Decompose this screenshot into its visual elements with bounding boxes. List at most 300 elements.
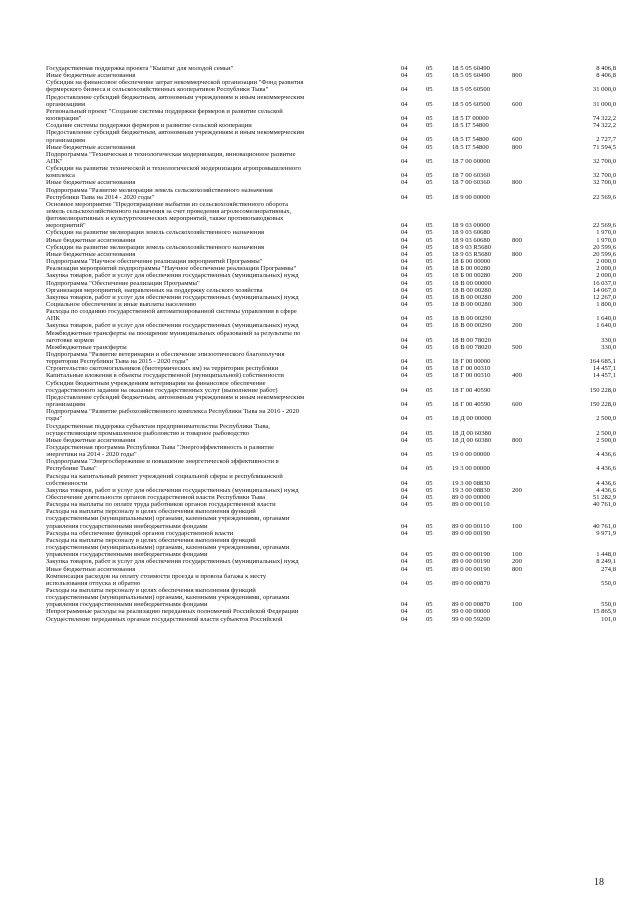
row-target-article: 18 5 I7 00000: [452, 115, 489, 123]
row-name: Расходы на выплаты персоналу в целях обеспечения выполнения функций государственными (муниципальными) органами, казенными учреждениями, органами управления государственными внебюджетными фондами: [46, 586, 290, 609]
row-name: Расходы на выплаты персоналу в целях обеспечения выполнения функций государственными (муниципальными) органами, казенными учреждениями, органами управления государственными внебюджетными фондами: [46, 536, 290, 559]
row-expense-type: 800: [512, 436, 522, 444]
row-subsection-code: 05: [426, 86, 433, 94]
row-section-code: 04: [401, 72, 408, 80]
table-row: [0, 308, 640, 322]
row-subsection-code: 05: [426, 565, 433, 573]
table-row: [0, 330, 640, 344]
row-target-article: 99 0 00 59200: [452, 615, 490, 623]
row-target-article: 18 Б 00 00280: [452, 272, 491, 280]
row-target-article: 89 0 00 00190: [452, 529, 490, 537]
row-name: Социальное обеспечение и иные выплаты населению: [46, 300, 197, 308]
row-subsection-code: 05: [426, 343, 433, 351]
row-target-article: 89 0 00 00000: [452, 494, 490, 501]
row-target-article: 19 3 00 00000: [452, 465, 490, 473]
table-row: [0, 408, 640, 422]
row-amount: 550,0: [601, 601, 616, 609]
row-section-code: 04: [401, 601, 408, 609]
row-section-code: 04: [401, 265, 408, 273]
row-subsection-code: 05: [426, 372, 433, 380]
row-name: Региональный проект "Создание системы поддержки фермеров и развитие сельской кооперации": [46, 107, 283, 123]
table-row: [0, 122, 640, 129]
row-amount: 9 971,9: [596, 529, 616, 537]
row-section-code: 04: [401, 236, 408, 244]
row-section-code: 04: [401, 358, 408, 366]
row-section-code: 04: [401, 136, 408, 144]
row-name: Подпрограмма "Научное обеспечение реализации мероприятий Программы": [46, 258, 263, 266]
row-section-code: 04: [401, 415, 408, 423]
row-subsection-code: 05: [426, 65, 433, 72]
row-subsection-code: 05: [426, 179, 433, 187]
table-row: [0, 458, 640, 472]
row-name: Субсидии на финансовое обеспечение затрат некоммерческой организации "Фонд развития фермерского бизнеса и сельскохозяйственных кооперативов Республики Тыва": [46, 79, 304, 94]
row-subsection-code: 05: [426, 229, 433, 237]
row-expense-type: 200: [512, 322, 522, 330]
row-section-code: 04: [401, 222, 408, 230]
row-target-article: 19 0 00 00000: [452, 451, 490, 459]
row-amount: 31 000,0: [592, 100, 616, 108]
row-amount: 8 406,8: [596, 72, 616, 80]
row-section-code: 04: [401, 343, 408, 351]
row-amount: 22 569,6: [592, 222, 616, 230]
table-row: [0, 79, 640, 93]
row-subsection-code: 05: [426, 529, 433, 537]
row-amount: 2 000,0: [596, 265, 616, 273]
row-subsection-code: 05: [426, 551, 433, 559]
row-subsection-code: 05: [426, 100, 433, 108]
row-name: Закупка товаров, работ и услуг для обеспечения государственных (муниципальных) нужд: [46, 486, 299, 494]
row-name: Обеспечение деятельности органов государственной власти Республики Тыва: [46, 494, 266, 501]
row-target-article: 18 В 00 00280: [452, 300, 492, 308]
row-name: Межбюджетные трансферты на поощрение муниципальных образований за результаты по заготовке кормов: [46, 329, 301, 344]
row-subsection-code: 05: [426, 615, 433, 623]
row-expense-type: 100: [512, 522, 522, 530]
row-target-article: 18 В 00 00000: [452, 279, 492, 287]
row-target-article: 18 Д 00 60380: [452, 436, 492, 444]
row-name: Создание системы поддержки фермеров и развитие сельской кооперации: [46, 122, 252, 130]
row-section-code: 04: [401, 193, 408, 201]
row-name: Расходы на выплаты персоналу в целях обеспечения выполнения функций государственными (муниципальными) органами, казенными учреждениями, органами управления государственными внебюджетными фондами: [46, 508, 290, 530]
row-target-article: 18 В 00 78020: [452, 343, 492, 351]
table-row: [0, 494, 640, 501]
table-row: [0, 530, 640, 537]
row-target-article: 18 7 00 60360: [452, 179, 490, 187]
row-amount: 550,0: [601, 579, 616, 587]
row-section-code: 04: [401, 465, 408, 473]
row-name: Иные бюджетные ассигнования: [46, 179, 136, 187]
row-name: Межбюджетные трансферты: [46, 343, 127, 351]
row-amount: 74 322,2: [592, 122, 616, 130]
row-amount: 150 228,0: [589, 386, 616, 394]
row-target-article: 19 3 00 08830: [452, 486, 490, 494]
row-name: Субсидии на развитие мелиорации земель сельскохозяйственного назначения: [46, 229, 265, 237]
row-section-code: 04: [401, 100, 408, 108]
row-subsection-code: 05: [426, 401, 433, 409]
row-target-article: 18 9 03 R5680: [452, 243, 492, 251]
table-row: [0, 144, 640, 151]
row-section-code: 04: [401, 565, 408, 573]
row-amount: 32 700,0: [592, 157, 616, 165]
row-amount: 8 406,8: [596, 65, 616, 72]
row-expense-type: 100: [512, 551, 522, 559]
row-name: Подпрограмма "Развитие мелиорации земель сельскохозяйственного назначения Республики Тыва на 2014 - 2020 годы": [46, 186, 273, 201]
row-section-code: 04: [401, 229, 408, 237]
row-subsection-code: 05: [426, 72, 433, 80]
row-section-code: 04: [401, 250, 408, 258]
row-name: Строительство скотомогильников (биотермических ям) на территории республики: [46, 365, 279, 373]
row-subsection-code: 05: [426, 608, 433, 616]
row-amount: 12 267,0: [592, 293, 616, 301]
row-section-code: 04: [401, 272, 408, 280]
table-row: [0, 251, 640, 258]
row-target-article: 18 В 00 00290: [452, 315, 492, 323]
row-subsection-code: 05: [426, 522, 433, 530]
row-section-code: 04: [401, 372, 408, 380]
row-name: Реализация мероприятий подпрограммы "Научное обеспечение реализации Программы": [46, 265, 297, 273]
row-amount: 32 700,0: [592, 172, 616, 180]
row-target-article: 18 В 00 00280: [452, 293, 492, 301]
row-name: Капитальные вложения в объекты государственной (муниципальной) собственности: [46, 372, 284, 380]
row-name: Государственная поддержка проекта "Кыштаг для молодой семьи": [46, 65, 234, 72]
table-row: [0, 616, 640, 623]
row-name: Основное мероприятие "Предотвращение выбытия из сельскохозяйственного оборота земель сельскохозяйственного назначения за счет проведения агролесомелиоративных, фитомелиоративных и культуртехнических мероприятий, также противопаводковых мероприятий": [46, 200, 292, 230]
row-name: Расходы на капитальный ремонт учреждений социальной сферы и республиканской собственности: [46, 472, 283, 487]
row-amount: 150 228,0: [589, 401, 616, 409]
row-section-code: 04: [401, 551, 408, 559]
row-section-code: 04: [401, 615, 408, 623]
row-name: Предоставление субсидий бюджетным, автономным учреждениям и иным некоммерческим организациям: [46, 93, 305, 108]
row-subsection-code: 05: [426, 300, 433, 308]
row-section-code: 04: [401, 157, 408, 165]
row-amount: 20 599,6: [592, 243, 616, 251]
row-expense-type: 600: [512, 401, 522, 409]
row-subsection-code: 05: [426, 193, 433, 201]
row-subsection-code: 05: [426, 222, 433, 230]
row-name: Расходы по созданию государственной автоматизированной системы управления в сфере АПК: [46, 308, 297, 323]
row-amount: 1 800,0: [596, 300, 616, 308]
row-target-article: 18 5 05 60500: [452, 100, 490, 108]
row-target-article: 89 0 00 00190: [452, 565, 490, 573]
table-row: [0, 272, 640, 279]
table-row: [0, 444, 640, 458]
row-name: Иные бюджетные ассигнования: [46, 436, 136, 444]
row-subsection-code: 05: [426, 465, 433, 473]
table-row: [0, 151, 640, 165]
row-amount: 20 599,6: [592, 250, 616, 258]
row-name: Подпрограмма "Техническая и технологическая модернизация, инновационное развитие АПК": [46, 150, 296, 165]
row-section-code: 04: [401, 494, 408, 501]
table-row: [0, 537, 640, 558]
row-amount: 274,8: [601, 565, 616, 573]
row-name: Организация мероприятий, направленных на поддержку сельского хозяйства: [46, 286, 263, 294]
row-subsection-code: 05: [426, 279, 433, 287]
row-subsection-code: 05: [426, 494, 433, 501]
row-section-code: 04: [401, 172, 408, 180]
row-section-code: 04: [401, 322, 408, 330]
table-row: [0, 65, 640, 72]
row-target-article: 18 9 03 00000: [452, 222, 490, 230]
table-row: [0, 129, 640, 143]
row-target-article: 18 5 I7 54800: [452, 122, 489, 130]
row-name: Расходы на обеспечение функций органов государственной власти: [46, 529, 234, 537]
row-expense-type: 400: [512, 372, 522, 380]
row-section-code: 04: [401, 65, 408, 72]
table-row: [0, 487, 640, 494]
row-subsection-code: 05: [426, 315, 433, 323]
row-name: Иные бюджетные ассигнования: [46, 236, 136, 244]
row-subsection-code: 05: [426, 136, 433, 144]
row-target-article: 89 0 00 00870: [452, 601, 490, 609]
row-target-article: 18 5 I7 54800: [452, 143, 489, 151]
row-name: Закупка товаров, работ и услуг для обеспечения государственных (муниципальных) нужд: [46, 272, 299, 280]
row-name: Субсидии бюджетным учреждениям ветеринарии на финансовое обеспечение государственного задания на оказание государственных услуг (выполнение работ): [46, 379, 278, 394]
table-row: [0, 501, 640, 508]
row-subsection-code: 05: [426, 258, 433, 266]
row-amount: 2 500,0: [596, 415, 616, 423]
row-amount: 8 249,1: [596, 558, 616, 566]
row-name: Субсидии на развитие мелиорации земель сельскохозяйственного назначения: [46, 243, 265, 251]
table-row: [0, 351, 640, 365]
row-subsection-code: 05: [426, 265, 433, 273]
row-target-article: 18 9 03 R5680: [452, 250, 492, 258]
row-section-code: 04: [401, 143, 408, 151]
row-target-article: 18 В 00 78020: [452, 336, 492, 344]
row-section-code: 04: [401, 122, 408, 130]
row-target-article: 18 Д 00 00000: [452, 415, 492, 423]
row-expense-type: 200: [512, 272, 522, 280]
row-expense-type: 600: [512, 136, 522, 144]
row-amount: 4 436,6: [596, 479, 616, 487]
table-row: [0, 265, 640, 272]
row-amount: 31 000,0: [592, 86, 616, 94]
row-amount: 14 067,0: [592, 286, 616, 294]
table-row: [0, 608, 640, 615]
row-amount: 330,0: [601, 343, 616, 351]
row-subsection-code: 05: [426, 436, 433, 444]
row-subsection-code: 05: [426, 358, 433, 366]
row-name: Осуществление переданных органам государственной власти субъектов Российской: [46, 615, 283, 623]
row-section-code: 04: [401, 501, 408, 509]
row-amount: 51 282,9: [592, 494, 616, 501]
row-name: Субсидии на развитие технической и технологической модернизации агропромышленного комплекса: [46, 165, 302, 180]
row-section-code: 04: [401, 608, 408, 616]
row-amount: 164 685,1: [589, 358, 616, 366]
table-row: [0, 301, 640, 308]
table-row: [0, 201, 640, 230]
row-expense-type: 300: [512, 300, 522, 308]
row-subsection-code: 05: [426, 386, 433, 394]
row-section-code: 04: [401, 286, 408, 294]
table-row: [0, 280, 640, 287]
row-expense-type: 600: [512, 100, 522, 108]
row-section-code: 04: [401, 429, 408, 437]
row-name: Расходы на выплаты по оплате труда работников органов государственной власти: [46, 501, 276, 509]
row-amount: 1 640,0: [596, 322, 616, 330]
row-subsection-code: 05: [426, 429, 433, 437]
row-target-article: 18 5 05 60500: [452, 86, 490, 94]
table-row: [0, 187, 640, 201]
row-name: Подпрограмма "Развитие ветеринарии и обеспечение эпизоотического благополучия территории Республики Тыва на 2015 - 2020 годы": [46, 351, 285, 366]
table-row: [0, 294, 640, 301]
row-expense-type: 200: [512, 558, 522, 566]
row-subsection-code: 05: [426, 236, 433, 244]
row-subsection-code: 05: [426, 336, 433, 344]
table-row: [0, 394, 640, 408]
row-target-article: 18 Г 00 00000: [452, 358, 491, 366]
row-name: Подпрограмма "Обеспечение реализации Программы": [46, 279, 200, 287]
row-subsection-code: 05: [426, 243, 433, 251]
row-subsection-code: 05: [426, 157, 433, 165]
table-row: [0, 473, 640, 487]
row-name: Предоставление субсидий бюджетным, автономным учреждениям и иным некоммерческим организациям: [46, 393, 305, 409]
row-subsection-code: 05: [426, 601, 433, 609]
row-section-code: 04: [401, 401, 408, 409]
table-row: [0, 229, 640, 236]
table-row: [0, 258, 640, 265]
row-subsection-code: 05: [426, 115, 433, 123]
row-name: Иные бюджетные ассигнования: [46, 565, 136, 573]
row-target-article: 89 0 00 00190: [452, 558, 490, 566]
row-subsection-code: 05: [426, 479, 433, 487]
row-section-code: 04: [401, 243, 408, 251]
table-row: [0, 237, 640, 244]
row-target-article: 18 В 00 00280: [452, 286, 492, 294]
row-section-code: 04: [401, 365, 408, 373]
row-target-article: 89 0 00 00110: [452, 501, 490, 509]
row-name: Государственная поддержка субъектам предпринимательства Республики Тыва, осуществляющим промышленное рыболовство и товарное рыбоводство: [46, 422, 270, 437]
page-number: 18: [594, 877, 604, 888]
row-target-article: 18 5 I7 54800: [452, 136, 489, 144]
row-subsection-code: 05: [426, 293, 433, 301]
row-target-article: 18 Б 00 00000: [452, 258, 491, 266]
row-name: Непрограммные расходы на реализацию переданных полномочий Российской Федерации: [46, 608, 299, 616]
row-target-article: 89 0 00 00190: [452, 551, 490, 559]
table-row: [0, 573, 640, 587]
row-target-article: 18 7 00 00000: [452, 157, 490, 165]
row-target-article: 18 Г 00 00310: [452, 365, 491, 373]
row-section-code: 04: [401, 522, 408, 530]
row-name: Закупка товаров, работ и услуг для обеспечения государственных (муниципальных) нужд: [46, 322, 299, 330]
row-subsection-code: 05: [426, 486, 433, 494]
row-expense-type: 100: [512, 601, 522, 609]
row-section-code: 04: [401, 529, 408, 537]
row-target-article: 18 9 03 60680: [452, 236, 490, 244]
table-row: [0, 566, 640, 573]
row-target-article: 18 5 05 60490: [452, 65, 490, 72]
row-amount: 330,0: [601, 336, 616, 344]
row-amount: 16 037,0: [592, 279, 616, 287]
table-row: [0, 94, 640, 108]
row-amount: 101,0: [601, 615, 616, 623]
row-amount: 71 594,5: [592, 143, 616, 151]
row-name: Иные бюджетные ассигнования: [46, 72, 136, 80]
table-row: [0, 72, 640, 79]
row-expense-type: 200: [512, 486, 522, 494]
table-row: [0, 179, 640, 186]
row-section-code: 04: [401, 293, 408, 301]
row-expense-type: 800: [512, 179, 522, 187]
row-section-code: 04: [401, 386, 408, 394]
row-target-article: 18 Б 00 00280: [452, 265, 491, 273]
row-amount: 14 457,1: [592, 365, 616, 373]
row-amount: 1 448,0: [596, 551, 616, 559]
table-row: [0, 244, 640, 251]
row-name: Предоставление субсидий бюджетным, автономным учреждениям и иным некоммерческим организациям: [46, 129, 305, 144]
row-amount: 4 436,6: [596, 465, 616, 473]
row-expense-type: 800: [512, 143, 522, 151]
table-row: [0, 587, 640, 608]
row-amount: 1 970,0: [596, 236, 616, 244]
row-amount: 74 322,2: [592, 115, 616, 123]
row-name: Компенсация расходов на оплату стоимости проезда и провоза багажа к месту использования отпуска и обратно: [46, 572, 267, 587]
row-subsection-code: 05: [426, 122, 433, 130]
row-section-code: 04: [401, 179, 408, 187]
row-name: Закупка товаров, работ и услуг для обеспечения государственных (муниципальных) нужд: [46, 293, 299, 301]
row-expense-type: 500: [512, 343, 522, 351]
row-subsection-code: 05: [426, 286, 433, 294]
row-name: Подпрограмма "Развитие рыбохозяйственного комплекса Республики Тыва на 2016 - 2020 годы": [46, 408, 300, 423]
row-target-article: 18 Д 00 60380: [452, 429, 492, 437]
row-amount: 2 000,0: [596, 272, 616, 280]
row-subsection-code: 05: [426, 415, 433, 423]
row-amount: 4 436,6: [596, 486, 616, 494]
row-expense-type: 800: [512, 72, 522, 80]
table-row: [0, 423, 640, 437]
row-section-code: 04: [401, 258, 408, 266]
row-subsection-code: 05: [426, 322, 433, 330]
row-section-code: 04: [401, 315, 408, 323]
row-expense-type: 800: [512, 565, 522, 573]
row-target-article: 99 0 00 00000: [452, 608, 490, 616]
row-amount: 14 457,1: [592, 372, 616, 380]
row-expense-type: 800: [512, 236, 522, 244]
row-target-article: 18 Г 00 40590: [452, 386, 491, 394]
row-name: Иные бюджетные ассигнования: [46, 250, 136, 258]
table-row: [0, 508, 640, 529]
row-amount: 2 500,0: [596, 436, 616, 444]
row-subsection-code: 05: [426, 501, 433, 509]
row-target-article: 89 0 00 00870: [452, 579, 490, 587]
table-row: [0, 437, 640, 444]
row-subsection-code: 05: [426, 272, 433, 280]
row-target-article: 89 0 00 00110: [452, 522, 490, 530]
table-row: [0, 558, 640, 565]
row-subsection-code: 05: [426, 143, 433, 151]
row-amount: 2 500,0: [596, 429, 616, 437]
row-target-article: 18 9 00 00000: [452, 193, 490, 201]
row-section-code: 04: [401, 451, 408, 459]
row-section-code: 04: [401, 86, 408, 94]
row-target-article: 18 7 00 60360: [452, 172, 490, 180]
row-amount: 22 569,6: [592, 193, 616, 201]
row-section-code: 04: [401, 579, 408, 587]
row-amount: 2 000,0: [596, 258, 616, 266]
row-subsection-code: 05: [426, 172, 433, 180]
row-expense-type: 200: [512, 293, 522, 301]
row-subsection-code: 05: [426, 250, 433, 258]
table-row: [0, 372, 640, 379]
row-name: Государственная программа Республики Тыва "Энергоэффективность и развитие энергетики на 2014 - 2020 годы": [46, 443, 274, 459]
row-section-code: 04: [401, 300, 408, 308]
row-target-article: 18 5 05 60490: [452, 72, 490, 80]
row-amount: 4 436,6: [596, 451, 616, 459]
row-amount: 1 970,0: [596, 229, 616, 237]
row-target-article: 18 В 00 00290: [452, 322, 492, 330]
row-subsection-code: 05: [426, 365, 433, 373]
row-section-code: 04: [401, 336, 408, 344]
table-row: [0, 365, 640, 372]
row-name: Закупка товаров, работ и услуг для обеспечения государственных (муниципальных) нужд: [46, 558, 299, 566]
